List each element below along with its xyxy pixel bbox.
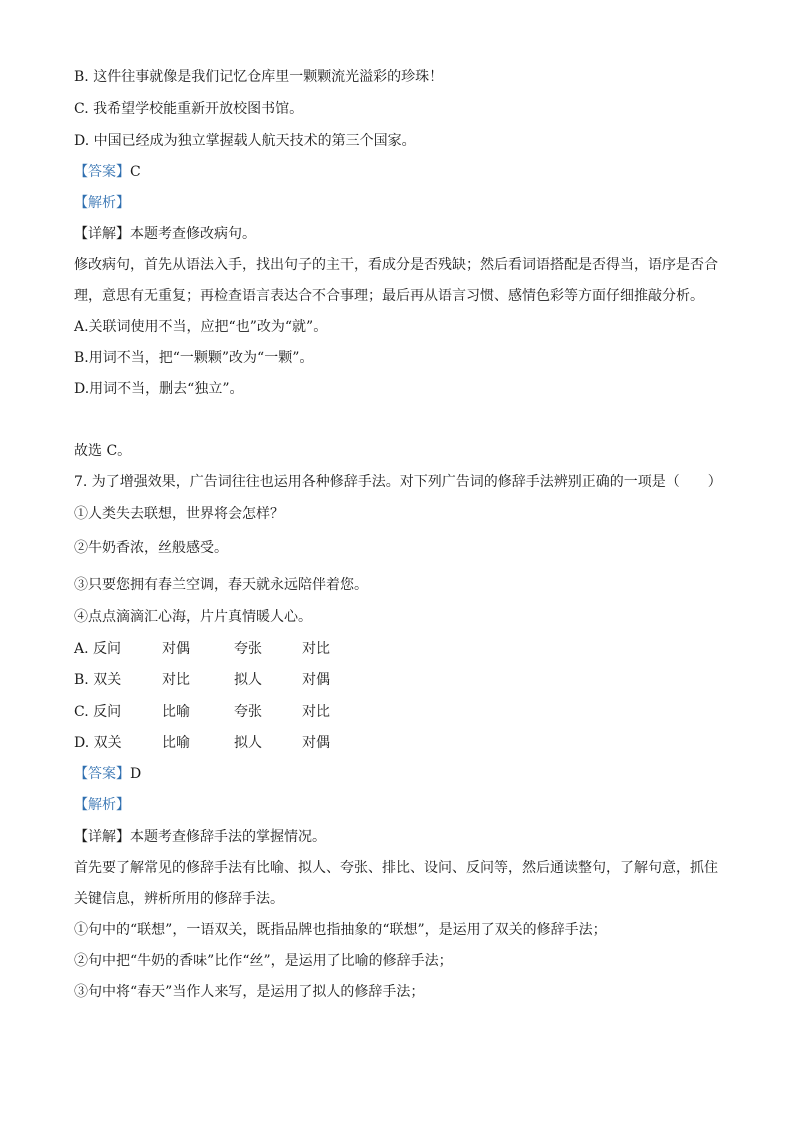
q7-item-1: ①人类失去联想，世界将会怎样？ — [74, 506, 284, 522]
option-col-2: 比喻 — [162, 735, 190, 751]
q6-explanation-d: D.用词不当，删去“独立”。 — [74, 381, 244, 397]
detail-text: 本题考查修改病句。 — [130, 226, 256, 242]
q7-explanation-2: ②句中把“牛奶的香味”比作“丝”，是运用了比喻的修辞手法； — [74, 953, 453, 969]
q6-detail — [74, 225, 734, 243]
option-label: A. 反问 — [74, 641, 122, 657]
option-col-4: 对比 — [302, 704, 330, 720]
option-col-2: 对比 — [162, 672, 190, 688]
q6-analysis-label: 【解析】 — [74, 195, 130, 211]
answer-value: D — [130, 766, 142, 782]
q6-explanation-a: A.关联词使用不当，应把“也”改为“就”。 — [74, 319, 328, 335]
option-col-4: 对比 — [302, 641, 330, 657]
q7-answer — [74, 765, 734, 783]
answer-label: 【答案】 — [74, 164, 130, 180]
option-col-4: 对偶 — [302, 672, 330, 688]
q6-option-d: D. 中国已经成为独立掌握载人航天技术的第三个国家。 — [74, 133, 416, 149]
option-col-2: 对偶 — [162, 641, 190, 657]
q7-explanation-1: ①句中的“联想”，一语双关，既指品牌也指抽象的“联想”，是运用了双关的修辞手法； — [74, 922, 607, 938]
detail-label: 【详解】 — [74, 829, 130, 845]
option-col-2: 比喻 — [162, 704, 190, 720]
option-col-3: 夸张 — [234, 641, 262, 657]
option-col-3: 夸张 — [234, 704, 262, 720]
answer-label: 【答案】 — [74, 766, 130, 782]
q7-stem: 7. 为了增强效果，广告词往往也运用各种修辞手法。对下列广告词的修辞手法辨别正确的一项是（ ） — [74, 474, 722, 490]
q7-option-d — [74, 734, 734, 752]
option-label: B. 双关 — [74, 672, 122, 688]
option-col-4: 对偶 — [302, 735, 330, 751]
q6-method-line-2: 理，意思有无重复；再检查语言表达合不合事理；最后再从语言习惯、感情色彩等方面仔细推敲分析。 — [74, 288, 704, 304]
q7-option-c — [74, 703, 734, 721]
option-col-3: 拟人 — [234, 672, 262, 688]
q6-option-c: C. 我希望学校能重新开放校图书馆。 — [74, 101, 304, 117]
q7-detail — [74, 828, 734, 846]
q7-item-2: ②牛奶香浓，丝般感受。 — [74, 540, 228, 556]
q7-item-4: ④点点滴滴汇心海，片片真情暖人心。 — [74, 609, 312, 625]
option-col-3: 拟人 — [234, 735, 262, 751]
q6-conclusion: 故选 C。 — [74, 443, 132, 459]
q7-intro-line-2: 关键信息，辨析所用的修辞手法。 — [74, 891, 284, 907]
q6-explanation-b: B.用词不当，把“一颗颗”改为“一颗”。 — [74, 350, 314, 366]
option-label: C. 反问 — [74, 704, 122, 720]
q7-option-a — [74, 640, 734, 658]
q7-explanation-3: ③句中将“春天”当作人来写，是运用了拟人的修辞手法； — [74, 984, 425, 1000]
q6-method-line-1: 修改病句，首先从语法入手，找出句子的主干，看成分是否残缺；然后看词语搭配是否得当，语序是否合 — [74, 257, 718, 273]
option-label: D. 双关 — [74, 735, 122, 751]
answer-value: C — [130, 164, 141, 180]
q7-analysis-label: 【解析】 — [74, 797, 130, 813]
detail-label: 【详解】 — [74, 226, 130, 242]
q6-option-b: B. 这件往事就像是我们记忆仓库里一颗颗流光溢彩的珍珠！ — [74, 69, 444, 85]
q6-answer — [74, 163, 734, 181]
q7-option-b — [74, 671, 734, 689]
q7-intro-line-1: 首先要了解常见的修辞手法有比喻、拟人、夸张、排比、设问、反问等，然后通读整句，了解句意，抓住 — [74, 860, 718, 876]
q7-item-3: ③只要您拥有春兰空调，春天就永远陪伴着您。 — [74, 577, 368, 593]
detail-text: 本题考查修辞手法的掌握情况。 — [130, 829, 326, 845]
